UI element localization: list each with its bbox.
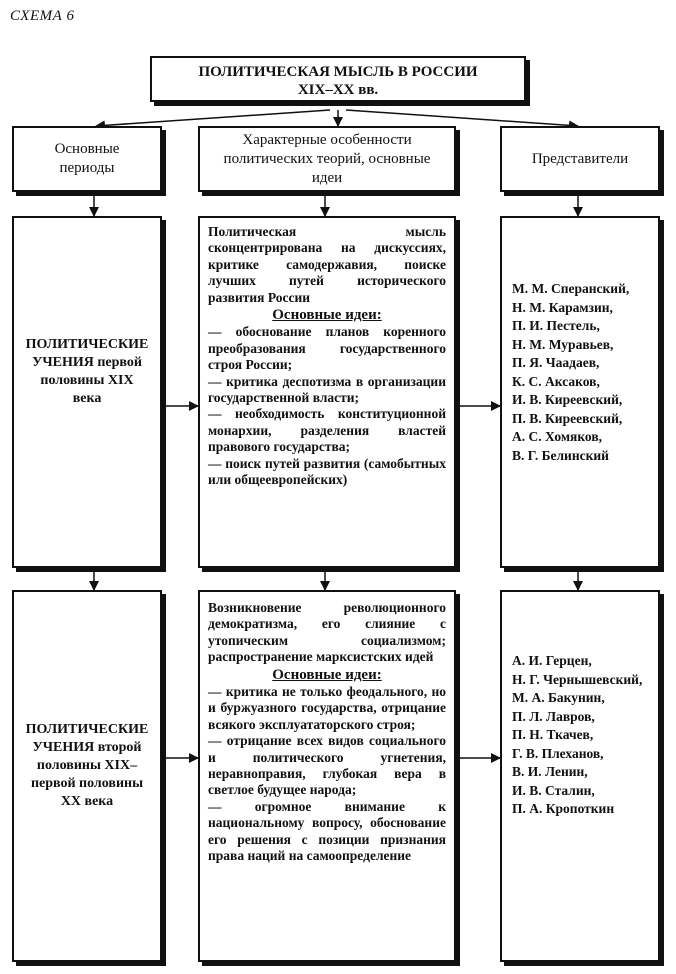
representative-item: Н. М. Муравьев,: [512, 336, 614, 352]
period-label-1: ПОЛИТИЧЕСКИЕ УЧЕНИЯ первой половины XIX века: [25, 337, 149, 406]
header-features: [198, 126, 456, 192]
representative-item: Н. М. Карамзин,: [512, 299, 613, 315]
representative-item: М. А. Бакунин,: [512, 690, 605, 705]
period-label-2: ПОЛИТИЧЕСКИЕ УЧЕНИЯ второй половины XIX– первой половины XX века: [25, 722, 149, 809]
period-box-2: [12, 590, 162, 962]
representative-item: В. Г. Белинский: [512, 447, 609, 463]
representative-item: П. И. Пестель,: [512, 318, 600, 333]
representative-item: А. С. Хомяков,: [512, 429, 603, 444]
header-representatives-label: Представители: [531, 150, 629, 167]
idea-2-2: — отрицание всех видов социального и политического угнетения, неравноправия, глубокая вера в светлое будущее народа;: [208, 733, 446, 798]
representatives-list-2: [502, 592, 658, 819]
idea-1-4: — поиск путей развития (самобытных или общеевропейских): [208, 455, 446, 488]
representative-item: П. Л. Лавров,: [512, 708, 595, 724]
ideas-label-2: Основные идеи:: [272, 666, 382, 683]
representatives-box-1: [500, 216, 660, 568]
representative-item: Н. Г. Чернышевский,: [512, 671, 643, 687]
arrow-title-to-periods: [96, 110, 330, 126]
ideas-label-1: Основные идеи:: [272, 307, 382, 324]
representative-item: В. И. Ленин,: [512, 764, 588, 779]
representatives-list-1: [502, 218, 658, 465]
diagram-title-line1: ПОЛИТИЧЕСКАЯ МЫСЛЬ В РОССИИ: [198, 64, 478, 80]
period-box-1: [12, 216, 162, 568]
features-box-1: [198, 216, 456, 568]
idea-1-1: — обоснование планов коренного преобразования государственного строя России;: [208, 324, 446, 373]
header-representatives: [500, 126, 660, 192]
features-box-2: [198, 590, 456, 962]
idea-2-3: — огромное внимание к национальному вопросу, обоснование его решения с позиции признания права наций на самоопределение: [208, 798, 446, 864]
representative-item: А. И. Герцен,: [512, 653, 592, 668]
representative-item: К. С. Аксаков,: [512, 373, 600, 389]
representative-item: Г. В. Плеханов,: [512, 745, 604, 761]
diagram-title-line2: XIX–XX вв.: [297, 82, 379, 98]
features-intro-1: Политическая мысль сконцентрирована на дискуссиях, критике самодержавия, поиске лучших путей исторического развития России: [208, 224, 446, 305]
header-features-label: Характерные особенности политических теорий, основные идеи: [223, 131, 431, 186]
features-intro-2: Возникновение революционного демократизма, его слияние с утопическим социализмом; распространение марксистских идей: [208, 600, 446, 665]
representative-item: М. М. Сперанский,: [512, 281, 630, 296]
idea-1-2: — критика деспотизма в организации государственной власти;: [208, 373, 446, 406]
representative-item: И. В. Киреевский,: [512, 392, 623, 407]
representative-item: П. Н. Ткачев,: [512, 727, 594, 742]
arrow-title-to-reps: [346, 110, 578, 126]
header-periods: [12, 126, 162, 192]
representatives-box-2: [500, 590, 660, 962]
schema-caption: СХЕМА 6: [10, 8, 75, 24]
diagram-title: [150, 56, 526, 102]
representative-item: П. А. Кропоткин: [512, 801, 615, 816]
idea-1-3: — необходимость конституционной монархии, разделения властей правового государства;: [208, 406, 446, 455]
idea-2-1: — критика не только феодального, но и буржуазного государства, отрицание всякого эксплуататорского строя;: [208, 684, 446, 732]
header-periods-label: Основные периоды: [54, 141, 120, 176]
representative-item: И. В. Сталин,: [512, 782, 595, 798]
representative-item: П. Я. Чаадаев,: [512, 355, 600, 370]
representative-item: П. В. Киреевский,: [512, 410, 623, 426]
